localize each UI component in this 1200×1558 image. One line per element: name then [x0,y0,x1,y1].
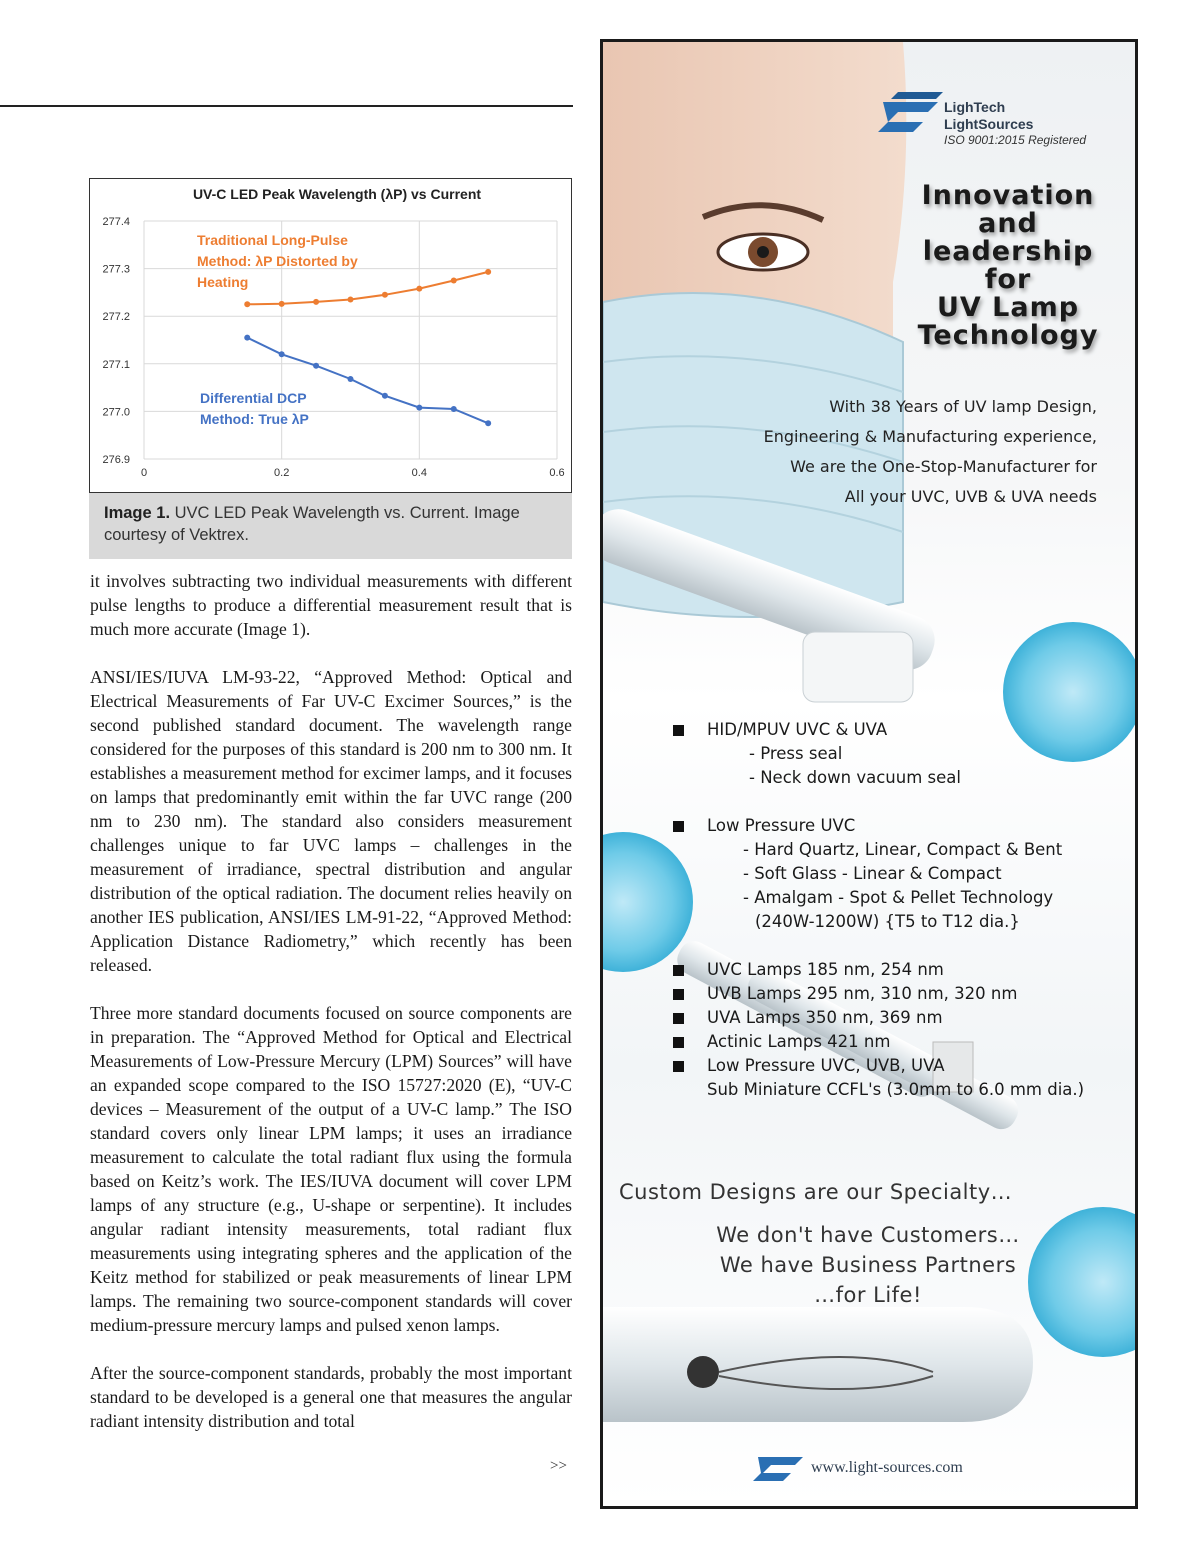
logo-name-line2: LightSources [944,116,1034,132]
data-point [348,376,354,382]
list-subitem: - Hard Quartz, Linear, Compact & Bent [743,840,1063,859]
list-item [673,982,1113,1006]
headline-line: Innovation [921,180,1095,211]
iso-registration: ISO 9001:2015 Registered [944,133,1087,147]
ad-headline [903,182,1113,350]
list-item [673,718,1113,742]
data-point [416,405,422,411]
list-item-label: Low Pressure UVC [707,816,856,835]
tagline-line: …for Life! [814,1283,922,1307]
ad-intro [697,392,1097,512]
list-item-label: UVA Lamps 350 nm, 369 nm [707,1008,943,1027]
y-tick-label: 277.4 [102,216,130,228]
intro-line: With 38 Years of UV lamp Design, [829,397,1097,416]
tagline-line: We have Business Partners [719,1253,1017,1277]
y-tick-label: 277.0 [102,406,130,419]
list-item [673,958,1113,982]
list-item-label: UVC Lamps 185 nm, 254 nm [707,960,944,979]
y-tick-label: 276.9 [102,454,130,466]
paragraph: After the source-component standards, probably the most important standard to be developed is a general one that measures the angular radiant intensity distribution and total [90,1363,572,1431]
data-point [382,393,388,399]
headline-line: leadership [922,236,1094,267]
caption-text: UVC LED Peak Wavelength vs. Current. Image courtesy of Vektrex. [104,504,520,544]
x-tick-label: 0 [140,467,148,479]
list-subitem: Sub Miniature CCFL's (3.0mm to 6.0 mm dia.) [707,1080,1085,1099]
x-tick-label: 0.2 [274,467,290,479]
list-item-label: HID/MPUV UVC & UVA [707,720,888,739]
data-point [244,335,250,341]
website-logo-icon [753,1457,803,1481]
bullet-square-icon [673,1013,684,1024]
intro-line: All your UVC, UVB & UVA needs [844,487,1097,506]
paragraph: Three more standard documents focused on source components are in preparation. The “Approved Method for Optical and Electrical Measurements of Low-Pressure Mercury (LPM) Sources” will have an expanded scope compared to the ISO 15727:2020 (E), “UV-C devices – Measurement of the output of a UV-C lamp.” The ISO standard covers only linear LPM lamps; it uses an irradiance measurement to calculate the total radiant flux using the formula based on Keitz’s work. The IES/IUVA document will cover LPM lamps of any structure (e.g., U-shape or serpentine). It includes angular radiant intensity measurements, total radiant flux measurements using integrating spheres and the application of the Keitz method for stabilized or peak measurements of linear LPM lamps. The remaining two source-component standards will cover medium-pressure mercury lamps and pulsed xenon lamps. [90,1003,572,1335]
data-point [313,363,319,369]
series-annotation: Method: λP Distorted by [197,253,358,269]
paragraph: it involves subtracting two individual measurements with different pulse lengths to produce a differential measurement result that is much more accurate (Image 1). [90,571,572,639]
series-line [247,272,488,304]
tagline-line: We don't have Customers… [716,1223,1020,1247]
logo-name-line1: LighTech [944,99,1006,115]
data-point [279,301,285,307]
list-subitem: - Neck down vacuum seal [749,768,961,787]
intro-line: Engineering & Manufacturing experience, [763,427,1097,446]
data-point [485,420,491,426]
partners-tagline [703,1220,1033,1310]
data-point [348,297,354,303]
custom-designs-tagline: Custom Designs are our Specialty… [619,1180,1013,1204]
data-point [244,301,250,307]
headline-line: and [978,208,1038,239]
list-item-label: UVB Lamps 295 nm, 310 nm, 320 nm [707,984,1018,1003]
series-annotation: Heating [197,274,249,290]
bullet-square-icon [673,725,684,736]
list-item [673,1054,1113,1078]
bullet-square-icon [673,1037,684,1048]
list-item [673,1006,1113,1030]
product-list [673,718,1113,1102]
list-subitem: (240W-1200W) {T5 to T12 dia.} [755,912,1020,931]
caption-label: Image 1. [104,504,171,522]
headline-line: UV Lamp [936,292,1080,323]
list-subitem: - Soft Glass - Linear & Compact [743,864,1002,883]
figure-caption [104,502,559,546]
top-rule [0,105,573,107]
intro-line: We are the One-Stop-Manufacturer for [790,457,1097,476]
series-annotation: Differential DCP [200,390,307,406]
headline-line: Technology [917,320,1099,351]
list-item-label: Low Pressure UVC, UVB, UVA [707,1056,945,1075]
lamp-base-shape [803,632,913,702]
continue-marker: >> [550,1458,567,1474]
y-tick-label: 277.3 [102,263,130,276]
headline-line: for [984,264,1032,295]
bullet-square-icon [673,989,684,1000]
data-point [451,406,457,412]
data-point [416,286,422,292]
website-link[interactable]: www.light-sources.com [811,1459,963,1476]
list-subitem: - Press seal [749,744,843,763]
bullet-square-icon [673,1061,684,1072]
list-item-label: Actinic Lamps 421 nm [707,1032,891,1051]
data-point [485,269,491,275]
y-tick-label: 277.1 [102,358,130,371]
lamp-coil-shape [687,1356,719,1388]
list-item [673,1030,1113,1054]
y-tick-label: 277.2 [102,311,130,324]
bullet-square-icon [673,965,684,976]
x-tick-label: 0.4 [411,467,427,479]
chart-title: UV-C LED Peak Wavelength (λP) vs Current [192,186,482,202]
article-body [90,569,572,1457]
data-point [451,278,457,284]
paragraph: ANSI/IES/IUVA LM-93-22, “Approved Method: Optical and Electrical Measurements of Far UV-C Excimer Sources,” is the second published standard document. The wavelength range considered for the purposes of this standard is 200 nm to 300 nm. It establishes a measurement method for excimer lamps, and it focuses on lamps that predominantly emit within the far UVC range (200 nm to 230 nm). The standard also considers measurement challenges unique to far UVC lamps – challenges in the measurement of irradiance, spectral distribution and angular distribution of the optical radiation. The document relies heavily on another IES publication, ANSI/IES LM-91-22, “Approved Method: Application Distance Radiometry,” which recently has been released. [90,667,572,975]
virus-icon [1028,1207,1135,1357]
chart-svg [90,179,571,492]
series-annotation: Method: True λP [200,411,309,427]
data-point [382,292,388,298]
figure-image-1 [89,178,572,559]
x-tick-label: 0.6 [549,467,565,479]
series-annotation: Traditional Long-Pulse [197,232,348,248]
data-point [279,351,285,357]
large-lamp-shape [603,1307,1033,1422]
list-subitem: - Amalgam - Spot & Pellet Technology [743,888,1054,907]
chart [89,178,572,493]
list-item [673,814,1113,838]
company-logo [878,87,1118,147]
data-point [313,299,319,305]
advertisement [600,39,1138,1509]
bullet-square-icon [673,821,684,832]
